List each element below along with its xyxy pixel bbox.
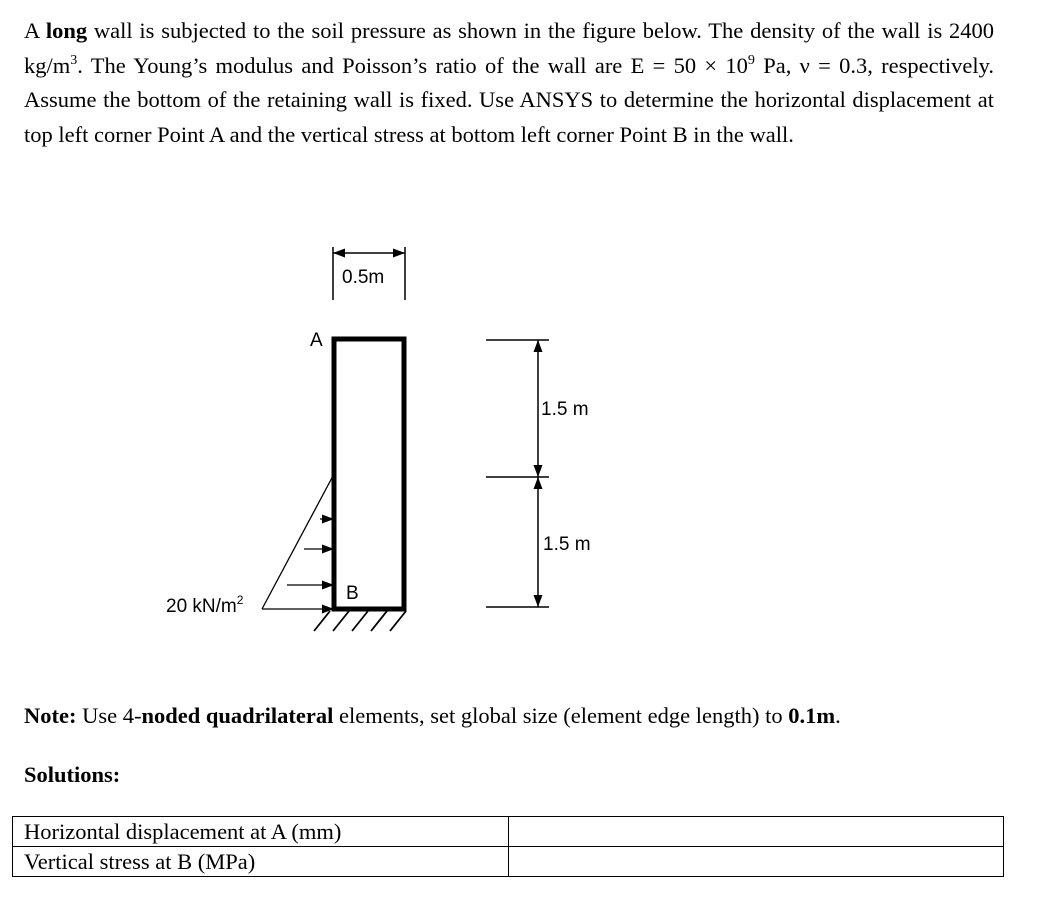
problem-text-1: A (24, 18, 46, 43)
note-text-1: Use 4- (76, 703, 142, 728)
width-label: 0.5m (342, 267, 385, 288)
problem-text-3: . The Young’s modulus and Poisson’s ratio of the wall are E = 50 × 10 (77, 52, 748, 78)
pressure-label: 20 $kN/m^2$ (166, 593, 244, 617)
point-b-label: B (346, 583, 359, 604)
point-a-label: A (310, 330, 323, 351)
problem-text-2: wall is subjected to the soil pressure as shown in the figure below. The density of the wall is 2400 kg/m (24, 18, 994, 78)
answer-cell-stress[interactable] (509, 847, 1004, 877)
height-dimension (486, 340, 549, 607)
problem-statement (24, 14, 994, 152)
note (24, 703, 841, 729)
results-table (12, 816, 1004, 877)
row-label-displacement: Horizontal displacement at A (mm) (13, 817, 509, 847)
problem-bold-long: long (45, 18, 88, 43)
density-unit-exponent: 3 (70, 52, 78, 68)
table-row (13, 817, 1004, 847)
note-text-2: elements, set global size (element edge length) to (333, 703, 789, 728)
height-lower-label: 1.5 m (543, 534, 591, 555)
row-label-stress: Vertical stress at B (MPa) (13, 847, 509, 877)
note-text-3: . (835, 703, 841, 728)
wall (334, 339, 404, 609)
solutions-heading: Solutions: (24, 762, 121, 787)
answer-cell-displacement[interactable] (509, 817, 1004, 847)
problem-text-4: Pa, ν = 0.3, respectively. Assume the bottom of the retaining wall is fixed. Use ANSYS to determine the horizontal displacement at top left corner Point A and the vertical stress at bottom left corner Point B in the wall. (24, 52, 994, 147)
note-global-size: 0.1m (788, 703, 836, 728)
modulus-exponent: 9 (747, 52, 755, 68)
note-prefix: Note: (24, 703, 77, 728)
note-element-type: noded quadrilateral (141, 703, 334, 728)
height-upper-label: 1.5 m (541, 399, 589, 420)
retaining-wall-figure (0, 230, 1054, 650)
table-row (13, 847, 1004, 877)
fixed-support-hatching (314, 611, 406, 631)
